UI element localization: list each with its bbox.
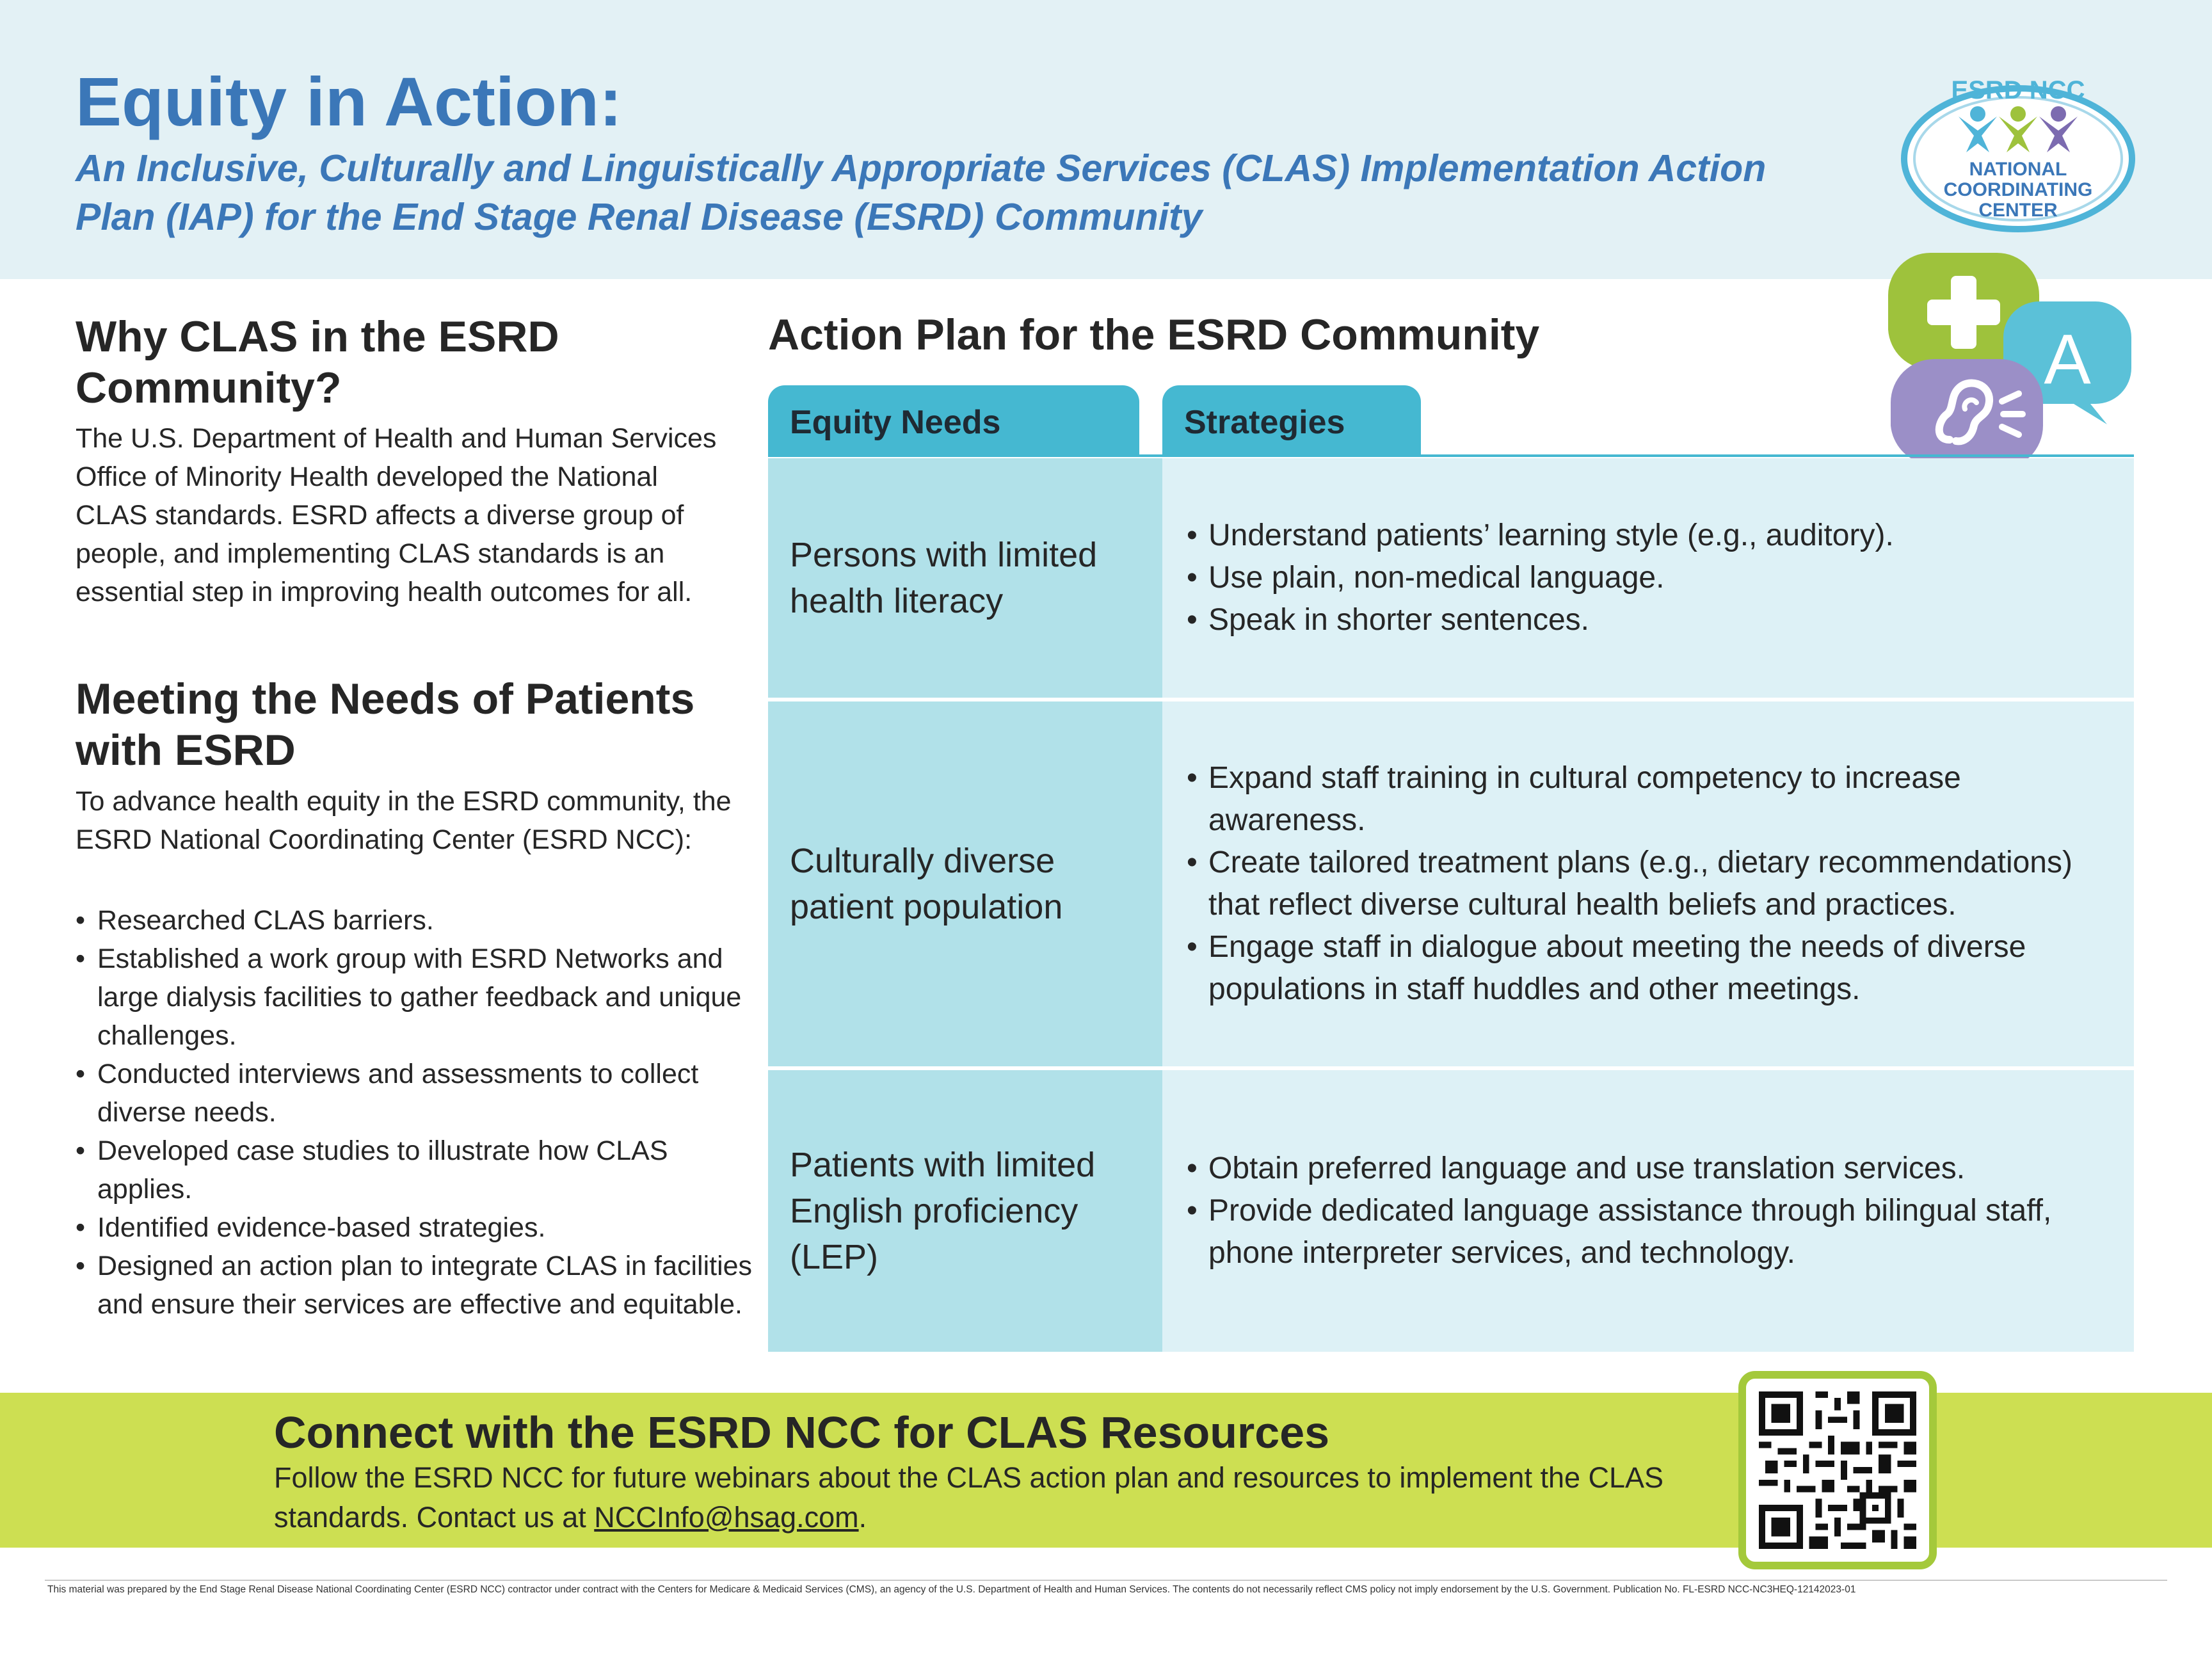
meeting-needs-heading: Meeting the Needs of Patients with ESRD	[76, 675, 695, 774]
equity-need-text: Culturally diverse patient population	[790, 842, 1063, 926]
strategies-cell	[1162, 701, 2134, 1066]
strategies-list	[1187, 757, 2112, 1011]
qr-code-icon[interactable]	[1759, 1391, 1916, 1549]
strategy-item: • Provide dedicated language assistance through bilingual staff, phone interpreter services, and technology.	[1187, 1190, 2112, 1274]
tab-equity-needs: Equity Needs	[768, 385, 1139, 456]
list-item: • Researched CLAS barriers.	[76, 901, 754, 940]
meeting-needs-intro: To advance health equity in the ESRD community, the ESRD National Coordinating Center (ESRD NCC):	[76, 786, 732, 855]
strategies-list	[1187, 1148, 2112, 1274]
strategies-cell	[1162, 458, 2134, 698]
equity-need-text: Patients with limited English proficiency (LEP)	[790, 1146, 1096, 1276]
footer-divider	[45, 1580, 2167, 1581]
strategies-cell	[1162, 1070, 2134, 1352]
page-title: Equity in Action:	[76, 63, 622, 140]
list-item: • Developed case studies to illustrate how CLAS applies.	[76, 1132, 754, 1208]
letter-a-text: A	[2044, 320, 2091, 399]
why-clas-heading: Why CLAS in the ESRD Community?	[76, 312, 559, 412]
strategy-item: • Use plain, non-medical language.	[1187, 557, 2112, 599]
page-subtitle: An Inclusive, Culturally and Linguistically Appropriate Services (CLAS) Implementation Action Plan (IAP) for the End Stage Renal Disease (ESRD) Community	[76, 147, 1767, 238]
tab-underline	[768, 454, 2134, 457]
strategy-item: • Engage staff in dialogue about meeting the needs of diverse populations in staff huddles and other meetings.	[1187, 926, 2112, 1011]
connect-end: .	[858, 1501, 867, 1534]
disclaimer-text: This material was prepared by the End Stage Renal Disease National Coordinating Center (ESRD NCC) contractor under contract with the Centers for Medicare & Medicaid Services (CMS), an agency of the U.S. Department of Health and Human Services. The contents do not necessarily reflect CMS policy not imply endorsement by the U.S. Government. Publication No. FL-ESRD NCC-NC3HEQ-12142023-01	[47, 1584, 1856, 1595]
connect-heading: Connect with the ESRD NCC for CLAS Resources	[274, 1407, 1330, 1457]
strategy-item: • Create tailored treatment plans (e.g., dietary recommendations) that reflect diverse cultural health beliefs and practices.	[1187, 842, 2112, 926]
list-item: • Identified evidence-based strategies.	[76, 1208, 754, 1247]
logo-line-1: NATIONAL	[1969, 159, 2067, 180]
equity-need-cell	[768, 458, 1162, 698]
strategy-item: • Speak in shorter sentences.	[1187, 599, 2112, 641]
logo-line-3: CENTER	[1978, 200, 2058, 221]
equity-need-text: Persons with limited health literacy	[790, 536, 1098, 620]
list-item: • Established a work group with ESRD Networks and large dialysis facilities to gather feedback and unique challenges.	[76, 940, 754, 1055]
list-item: • Designed an action plan to integrate CLAS in facilities and ensure their services are effective and equitable.	[76, 1247, 754, 1324]
action-plan-heading: Action Plan for the ESRD Community	[768, 310, 1540, 359]
tab-strategies: Strategies	[1162, 385, 1421, 456]
connect-text	[274, 1458, 1701, 1537]
why-clas-text: The U.S. Department of Health and Human Services Office of Minority Health developed the National CLAS standards. ESRD affects a diverse group of people, and implementing CLAS standards is an essential step in improving health outcomes for all.	[76, 423, 717, 607]
actions-list	[76, 901, 754, 1324]
logo-line-2: COORDINATING	[1943, 179, 2093, 200]
list-item: • Conducted interviews and assessments to collect diverse needs.	[76, 1055, 754, 1132]
equity-need-cell	[768, 1070, 1162, 1352]
connect-body: Follow the ESRD NCC for future webinars about the CLAS action plan and resources to implement the CLAS standards. Contact us at	[274, 1461, 1664, 1534]
equity-need-cell	[768, 701, 1162, 1066]
strategy-item: • Expand staff training in cultural competency to increase awareness.	[1187, 757, 2112, 842]
esrd-ncc-logo	[1900, 69, 2136, 236]
strategy-item: • Obtain preferred language and use translation services.	[1187, 1148, 2112, 1190]
logo-top-text: ESRD NCC	[1951, 76, 2085, 104]
contact-email-link[interactable]: NCCInfo@hsag.com	[594, 1501, 859, 1534]
strategies-list	[1187, 515, 2112, 641]
strategy-item: • Understand patients’ learning style (e.g., auditory).	[1187, 515, 2112, 557]
